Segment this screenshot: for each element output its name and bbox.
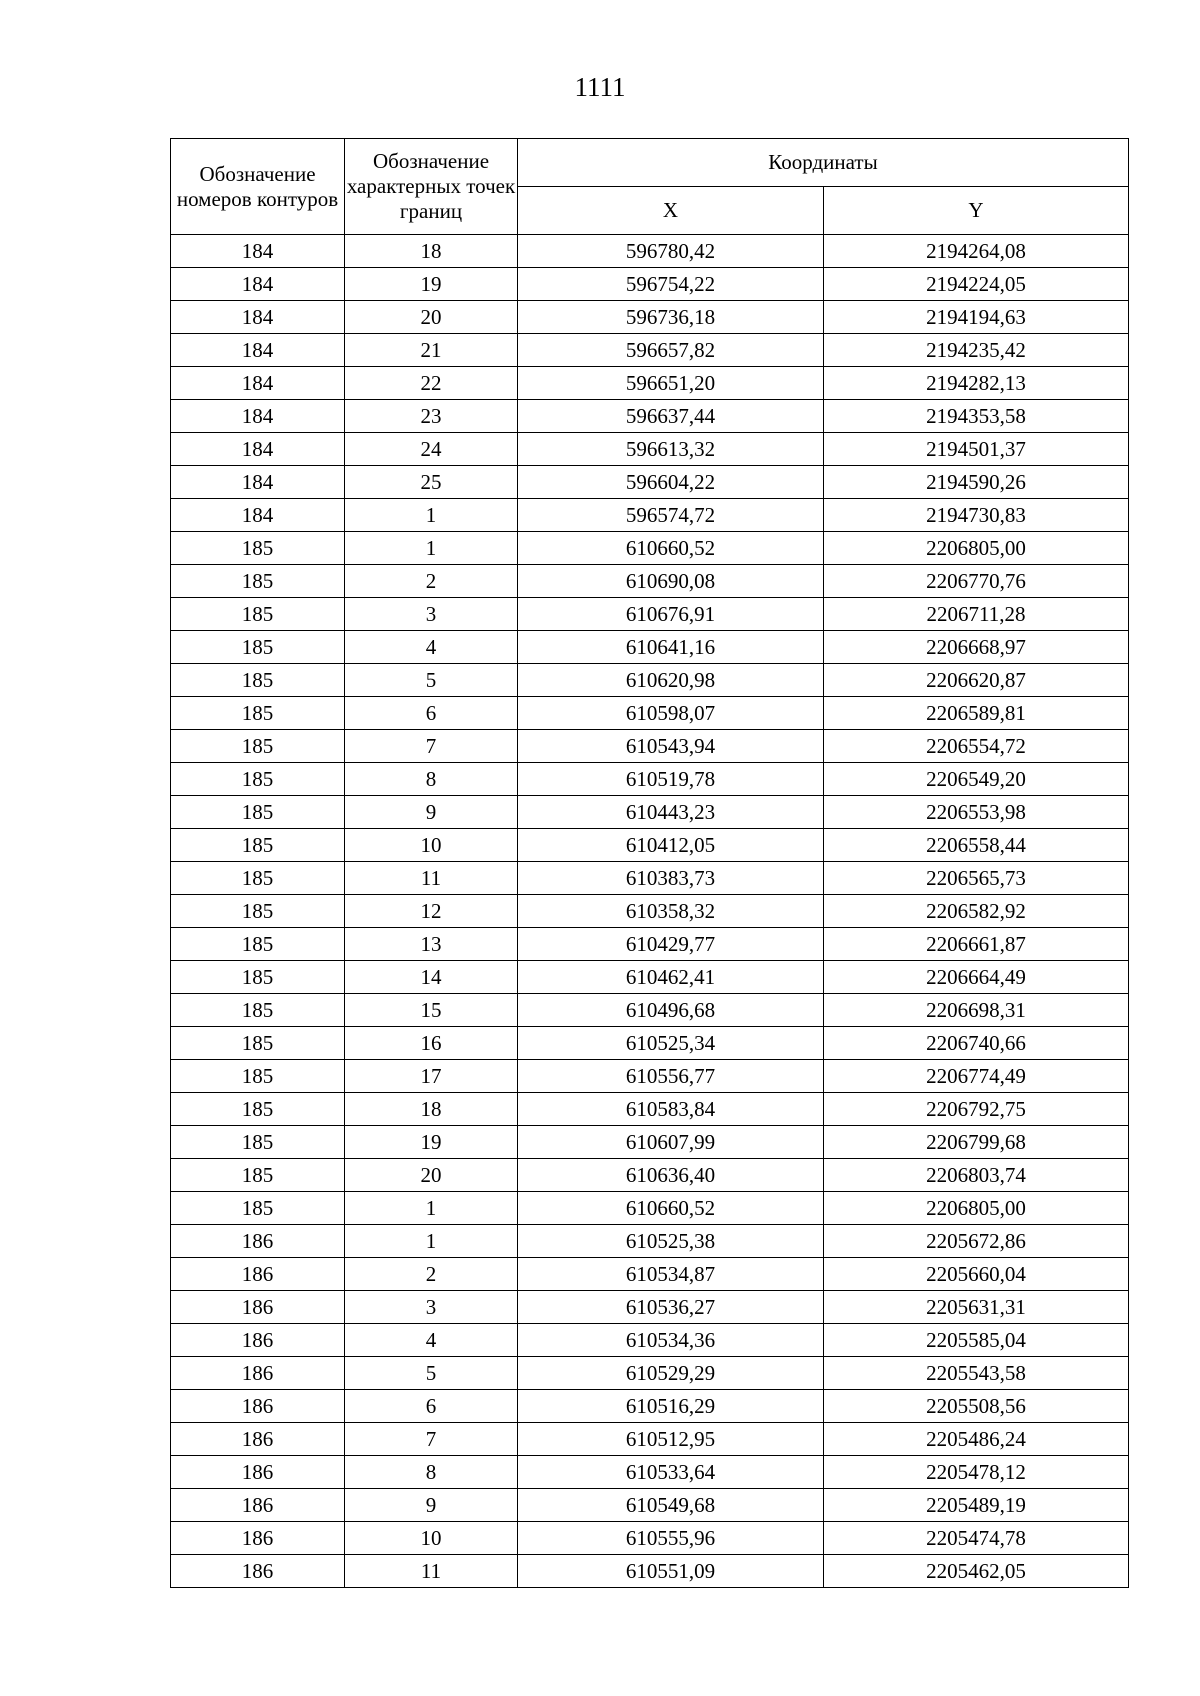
cell-y: 2194282,13 [824,367,1129,400]
cell-contour: 185 [171,1060,345,1093]
cell-x: 610607,99 [518,1126,824,1159]
cell-contour: 184 [171,400,345,433]
cell-contour: 185 [171,598,345,631]
cell-contour: 186 [171,1258,345,1291]
cell-contour: 185 [171,994,345,1027]
table-row [171,862,1129,895]
cell-x: 610534,36 [518,1324,824,1357]
cell-contour: 185 [171,631,345,664]
cell-point: 9 [345,1489,518,1522]
cell-y: 2206582,92 [824,895,1129,928]
table-row [171,1159,1129,1192]
cell-point: 20 [345,301,518,334]
cell-contour: 186 [171,1522,345,1555]
table-row [171,268,1129,301]
cell-contour: 185 [171,697,345,730]
cell-contour: 185 [171,829,345,862]
table-header [171,139,1129,235]
cell-x: 610516,29 [518,1390,824,1423]
cell-y: 2205585,04 [824,1324,1129,1357]
table-row [171,1456,1129,1489]
cell-x: 610412,05 [518,829,824,862]
cell-contour: 185 [171,1027,345,1060]
cell-y: 2206698,31 [824,994,1129,1027]
cell-y: 2206805,00 [824,1192,1129,1225]
cell-point: 4 [345,631,518,664]
table-row [171,895,1129,928]
cell-x: 610358,32 [518,895,824,928]
cell-contour: 185 [171,928,345,961]
table-row [171,829,1129,862]
cell-point: 5 [345,664,518,697]
cell-y: 2205660,04 [824,1258,1129,1291]
cell-contour: 186 [171,1357,345,1390]
cell-contour: 185 [171,1192,345,1225]
table-row [171,1060,1129,1093]
table-row [171,796,1129,829]
cell-y: 2205508,56 [824,1390,1129,1423]
cell-y: 2194264,08 [824,235,1129,268]
cell-point: 3 [345,1291,518,1324]
cell-point: 1 [345,1225,518,1258]
cell-y: 2206620,87 [824,664,1129,697]
cell-y: 2206553,98 [824,796,1129,829]
cell-contour: 185 [171,895,345,928]
table-row [171,1225,1129,1258]
cell-y: 2194194,63 [824,301,1129,334]
table-row [171,565,1129,598]
table-row [171,631,1129,664]
cell-y: 2206668,97 [824,631,1129,664]
cell-x: 610620,98 [518,664,824,697]
cell-x: 610543,94 [518,730,824,763]
cell-contour: 186 [171,1456,345,1489]
cell-y: 2206711,28 [824,598,1129,631]
cell-point: 10 [345,829,518,862]
cell-x: 610660,52 [518,1192,824,1225]
cell-x: 610429,77 [518,928,824,961]
table-row [171,466,1129,499]
cell-point: 15 [345,994,518,1027]
table-row [171,433,1129,466]
cell-x: 596651,20 [518,367,824,400]
cell-contour: 184 [171,268,345,301]
cell-x: 610525,38 [518,1225,824,1258]
cell-contour: 185 [171,532,345,565]
cell-y: 2206554,72 [824,730,1129,763]
cell-point: 21 [345,334,518,367]
cell-contour: 184 [171,499,345,532]
cell-y: 2206549,20 [824,763,1129,796]
cell-point: 23 [345,400,518,433]
cell-y: 2205462,05 [824,1555,1129,1588]
table-row [171,334,1129,367]
cell-point: 6 [345,1390,518,1423]
table-row [171,1126,1129,1159]
cell-contour: 186 [171,1291,345,1324]
table-row [171,1291,1129,1324]
cell-y: 2194353,58 [824,400,1129,433]
table-row [171,532,1129,565]
cell-point: 9 [345,796,518,829]
cell-point: 18 [345,1093,518,1126]
cell-y: 2206664,49 [824,961,1129,994]
cell-contour: 186 [171,1489,345,1522]
cell-x: 610690,08 [518,565,824,598]
table-row [171,730,1129,763]
cell-y: 2206558,44 [824,829,1129,862]
cell-contour: 186 [171,1555,345,1588]
cell-point: 1 [345,499,518,532]
cell-y: 2206803,74 [824,1159,1129,1192]
table-row [171,1093,1129,1126]
cell-y: 2194501,37 [824,433,1129,466]
cell-contour: 184 [171,334,345,367]
cell-x: 610555,96 [518,1522,824,1555]
cell-contour: 184 [171,235,345,268]
cell-point: 2 [345,565,518,598]
cell-x: 610676,91 [518,598,824,631]
table-row [171,664,1129,697]
table-row [171,1489,1129,1522]
cell-y: 2206661,87 [824,928,1129,961]
cell-y: 2205631,31 [824,1291,1129,1324]
cell-contour: 184 [171,433,345,466]
cell-point: 2 [345,1258,518,1291]
table-row [171,400,1129,433]
cell-contour: 185 [171,730,345,763]
cell-point: 17 [345,1060,518,1093]
table-row [171,1555,1129,1588]
cell-point: 8 [345,763,518,796]
cell-point: 25 [345,466,518,499]
header-boundary-points: Обозначение характерных точек границ [345,139,518,235]
cell-x: 596574,72 [518,499,824,532]
table-row [171,235,1129,268]
cell-point: 13 [345,928,518,961]
cell-point: 18 [345,235,518,268]
cell-x: 610443,23 [518,796,824,829]
cell-point: 5 [345,1357,518,1390]
cell-x: 610533,64 [518,1456,824,1489]
table-row [171,1192,1129,1225]
table-row [171,1027,1129,1060]
cell-y: 2205543,58 [824,1357,1129,1390]
cell-contour: 186 [171,1423,345,1456]
cell-contour: 185 [171,796,345,829]
cell-y: 2194590,26 [824,466,1129,499]
cell-point: 14 [345,961,518,994]
cell-contour: 184 [171,301,345,334]
cell-contour: 184 [171,466,345,499]
cell-x: 596657,82 [518,334,824,367]
cell-contour: 186 [171,1225,345,1258]
cell-point: 1 [345,532,518,565]
cell-point: 19 [345,1126,518,1159]
cell-x: 610583,84 [518,1093,824,1126]
cell-y: 2205672,86 [824,1225,1129,1258]
table-row [171,763,1129,796]
table-body [171,235,1129,1588]
cell-y: 2206740,66 [824,1027,1129,1060]
cell-x: 596780,42 [518,235,824,268]
cell-x: 610462,41 [518,961,824,994]
cell-x: 610534,87 [518,1258,824,1291]
table-row [171,1324,1129,1357]
table-row [171,1357,1129,1390]
cell-x: 596604,22 [518,466,824,499]
cell-contour: 185 [171,763,345,796]
table-row [171,367,1129,400]
table-row [171,1258,1129,1291]
header-coordinates: Координаты [518,139,1129,187]
cell-x: 610598,07 [518,697,824,730]
table-row [171,598,1129,631]
cell-point: 8 [345,1456,518,1489]
cell-contour: 185 [171,961,345,994]
cell-point: 6 [345,697,518,730]
cell-point: 3 [345,598,518,631]
header-contour-numbers: Обозначение номеров контуров [171,139,345,235]
cell-point: 4 [345,1324,518,1357]
cell-point: 7 [345,1423,518,1456]
cell-y: 2194224,05 [824,268,1129,301]
cell-x: 596754,22 [518,268,824,301]
cell-point: 24 [345,433,518,466]
table-row [171,961,1129,994]
cell-x: 610660,52 [518,532,824,565]
cell-y: 2205478,12 [824,1456,1129,1489]
cell-y: 2206799,68 [824,1126,1129,1159]
table-row [171,1423,1129,1456]
cell-x: 610556,77 [518,1060,824,1093]
cell-y: 2206770,76 [824,565,1129,598]
cell-contour: 185 [171,1159,345,1192]
cell-x: 610536,27 [518,1291,824,1324]
cell-y: 2206565,73 [824,862,1129,895]
cell-x: 610496,68 [518,994,824,1027]
cell-point: 7 [345,730,518,763]
cell-y: 2205489,19 [824,1489,1129,1522]
cell-contour: 184 [171,367,345,400]
table-row [171,1390,1129,1423]
cell-point: 11 [345,1555,518,1588]
cell-y: 2194730,83 [824,499,1129,532]
cell-point: 12 [345,895,518,928]
cell-contour: 185 [171,664,345,697]
cell-contour: 185 [171,1093,345,1126]
cell-x: 596613,32 [518,433,824,466]
cell-x: 596637,44 [518,400,824,433]
cell-x: 610519,78 [518,763,824,796]
table-row [171,301,1129,334]
cell-y: 2205486,24 [824,1423,1129,1456]
cell-x: 610383,73 [518,862,824,895]
cell-contour: 185 [171,1126,345,1159]
cell-x: 610551,09 [518,1555,824,1588]
cell-point: 22 [345,367,518,400]
cell-point: 20 [345,1159,518,1192]
cell-point: 16 [345,1027,518,1060]
header-y: Y [824,187,1129,235]
cell-y: 2194235,42 [824,334,1129,367]
cell-y: 2206792,75 [824,1093,1129,1126]
table-row [171,1522,1129,1555]
cell-x: 610529,29 [518,1357,824,1390]
cell-contour: 185 [171,565,345,598]
cell-x: 610512,95 [518,1423,824,1456]
table-row [171,928,1129,961]
cell-x: 610525,34 [518,1027,824,1060]
table-row [171,697,1129,730]
cell-point: 11 [345,862,518,895]
page-number: 1111 [574,72,626,102]
cell-x: 610641,16 [518,631,824,664]
cell-x: 610549,68 [518,1489,824,1522]
cell-contour: 186 [171,1324,345,1357]
cell-y: 2205474,78 [824,1522,1129,1555]
cell-y: 2206589,81 [824,697,1129,730]
cell-contour: 185 [171,862,345,895]
cell-point: 19 [345,268,518,301]
cell-y: 2206805,00 [824,532,1129,565]
cell-point: 1 [345,1192,518,1225]
cell-x: 610636,40 [518,1159,824,1192]
cell-x: 596736,18 [518,301,824,334]
table-row [171,499,1129,532]
cell-contour: 186 [171,1390,345,1423]
cell-point: 10 [345,1522,518,1555]
table-row [171,994,1129,1027]
header-x: X [518,187,824,235]
coordinates-table [170,138,1129,1588]
cell-y: 2206774,49 [824,1060,1129,1093]
